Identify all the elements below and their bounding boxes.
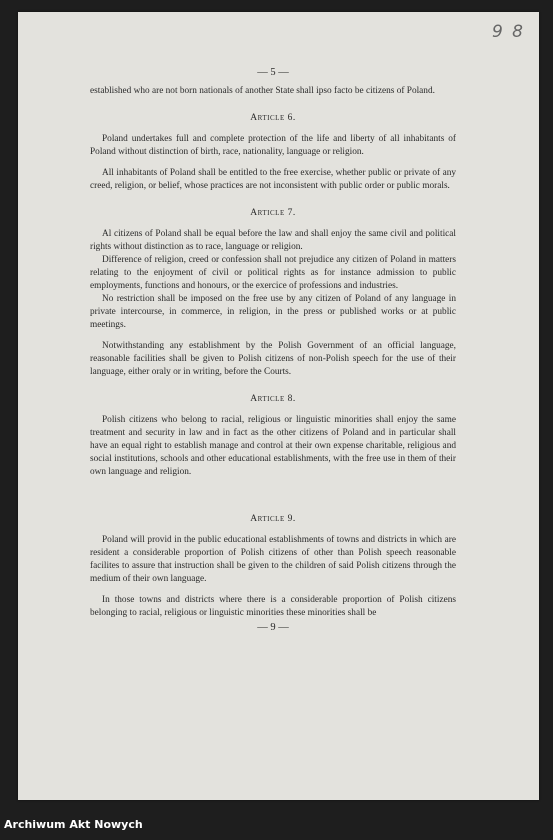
article-9-paragraph-2: In those towns and districts where there is a considerable proportion of Polish citizens belonging to racial, religious or linguistic minorities these minorities shall be <box>90 595 456 618</box>
article-6-paragraph-2: All inhabitants of Poland shall be entitled to the free exercise, whether public or private of any creed, religion, or belief, whose practices are not inconsistent with public order or public morals. <box>90 168 456 191</box>
article-7-heading: Article 7. <box>250 208 296 218</box>
article-7-paragraph-2: Difference of religion, creed or confession shall not prejudice any citizen of Poland in matters relating to the enjoyment of civil or political rights as for instance admission to public employments, functions and honours, or the exercice of professions and industries. <box>90 255 456 291</box>
article-8-paragraph-1: Polish citizens who belong to racial, religious or linguistic minorities shall enjoy the same treatment and security in law and in fact as the other citizens of Poland and in particular shall have an equal right to establish manage and control at their own expense charitable, religious and social institutions, schools and other educational establishments, with the free use in them of their own language and religion. <box>90 415 456 477</box>
article-9-paragraph-1: Poland will provid in the public educational establishments of towns and districts in which are resident a considerable proportion of Polish citizens of other than Polish speech reasonable facilites to assure that instruction shall be given to the children of said Polish citizens through the medium of their own language. <box>90 535 456 584</box>
article-7-paragraph-4: Notwithstanding any establishment by the Polish Government of an official language, reasonable facilities shall be given to Polish citizens of non-Polish speech for the use of their language, either oraly or in writing, before the Courts. <box>90 341 456 377</box>
document-page <box>18 12 539 800</box>
article-7-paragraph-3: No restriction shall be imposed on the free use by any citizen of Poland of any language in private intercourse, in commerce, in religion, in the press or published works or at public meetings. <box>90 294 456 330</box>
article-6-heading: Article 6. <box>250 113 296 123</box>
handwritten-page-number: 9 8 <box>491 22 525 42</box>
article-9-heading: Article 9. <box>250 514 296 524</box>
footer-page-number: — 9 — <box>257 622 289 633</box>
document-body <box>90 66 456 634</box>
intro-paragraph: established who are not born nationals of another State shall ipso facto be citizens of Poland. <box>90 86 435 96</box>
article-6-paragraph-1: Poland undertakes full and complete protection of the life and liberty of all inhabitants of Poland without distinction of birth, race, nationality, language or religion. <box>90 134 456 157</box>
article-7-paragraph-1: Al citizens of Poland shall be equal before the law and shall enjoy the same civil and political rights without distinction as to race, language or religion. <box>90 229 456 252</box>
archive-label: Archiwum Akt Nowych <box>4 818 143 831</box>
header-page-number: — 5 — <box>257 67 289 78</box>
article-8-heading: Article 8. <box>250 394 296 404</box>
